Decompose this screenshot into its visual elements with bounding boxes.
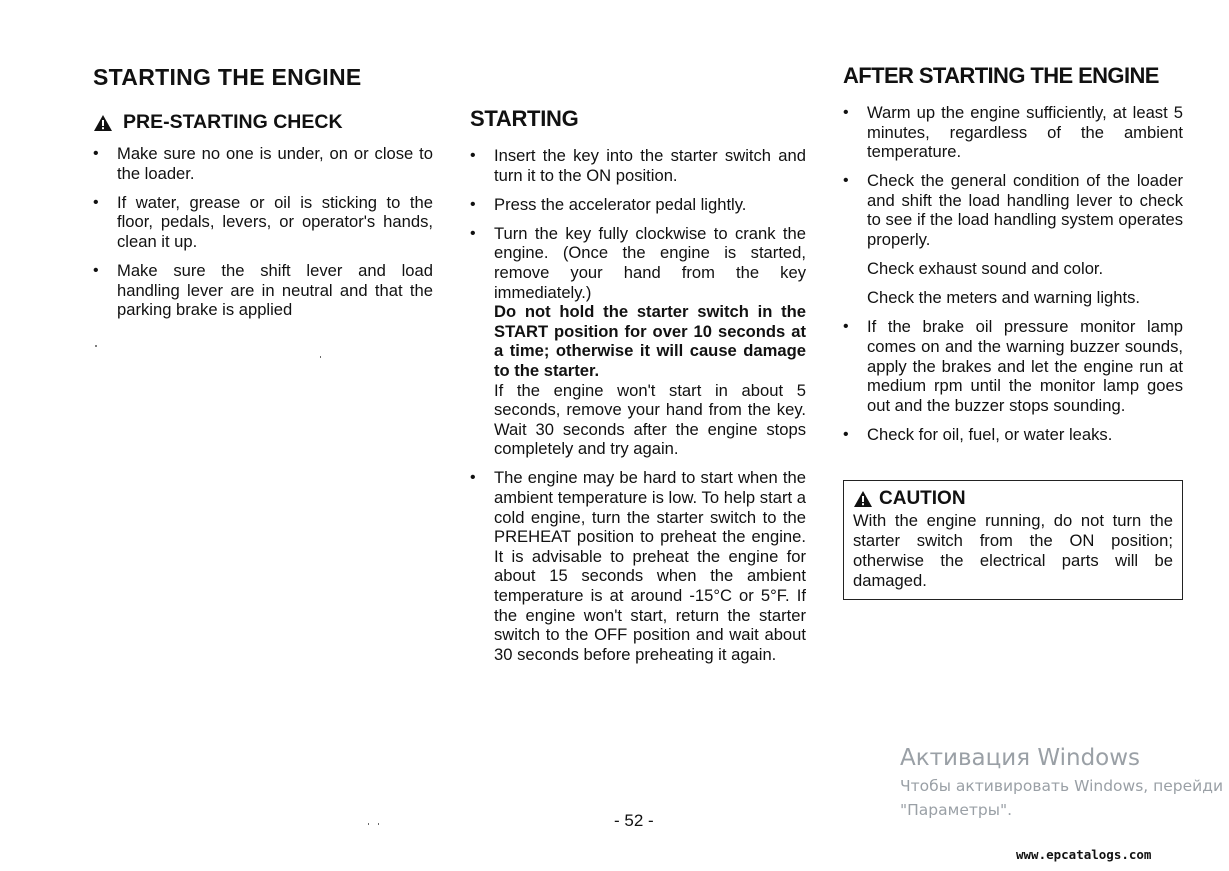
scan-speck <box>95 345 97 347</box>
warning-triangle-icon <box>853 490 873 508</box>
after-starting-heading: AFTER STARTING THE ENGINE <box>843 63 1159 88</box>
watermark-title: Активация Windows <box>900 745 1141 771</box>
column-starting <box>470 106 806 674</box>
list-item: • The engine may be hard to start when the ambient temperature is low. To help start a cold engine, turn the starter switch to the PREHEAT position to preheat the engine. It is advisable to preheat the engine for about 15 seconds when the ambient temperature is at around -15°C or 5°F. If the engine won't start, return the starter switch to the OFF position and wait about 30 seconds before preheating it again. <box>470 468 806 664</box>
watermark-line-2: "Параметры". <box>900 801 1013 819</box>
warning-triangle-icon <box>93 114 113 132</box>
site-url: www.epcatalogs.com <box>1016 847 1152 862</box>
pre-check-list <box>93 144 433 320</box>
starting-list <box>470 146 806 664</box>
list-item: • Insert the key into the starter switch and turn it to the ON position. <box>470 146 806 185</box>
page-number: - 52 - <box>614 811 654 830</box>
list-item: • Warm up the engine sufficiently, at least 5 minutes, regardless of the ambient temperature. <box>843 103 1183 162</box>
exhaust-check-text: Check exhaust sound and color. <box>867 259 1104 279</box>
list-item: • Make sure the shift lever and load handling lever are in neutral and that the parking brake is applied <box>93 261 433 320</box>
meters-check-text: Check the meters and warning lights. <box>867 288 1141 308</box>
scan-speck <box>320 356 321 358</box>
starter-warning: Do not hold the starter switch in the START position for over 10 seconds at a time; otherwise it will cause damage to the starter. <box>494 302 806 380</box>
pre-starting-check-title: PRE-STARTING CHECK <box>123 111 343 133</box>
watermark-line-1: Чтобы активировать Windows, перейди <box>900 777 1224 795</box>
crank-instruction: • Turn the key fully clockwise to crank the engine. (Once the engine is started, remove your hand from the key immediately.) <box>494 223 806 302</box>
windows-activation-watermark <box>900 745 1223 819</box>
scan-speck <box>378 823 379 825</box>
list-item: • If the brake oil pressure monitor lamp comes on and the warning buzzer sounds, apply the brakes and let the engine run at medium rpm until the monitor lamp goes out and the buzzer stops sounding. <box>843 317 1183 415</box>
starting-heading: STARTING <box>470 106 579 131</box>
list-item: • Check the general condition of the loader and shift the load handling lever to check to see if the load handling system operates properly. <box>843 171 1183 249</box>
pre-starting-check-heading <box>93 111 433 134</box>
caution-box <box>843 480 1183 600</box>
page-title: STARTING THE ENGINE <box>93 64 362 90</box>
column-starting-the-engine <box>93 64 433 329</box>
list-item: • Press the accelerator pedal lightly. <box>470 195 806 215</box>
list-item: • Check for oil, fuel, or water leaks. <box>843 425 1183 445</box>
list-item <box>470 224 806 459</box>
caution-title: CAUTION <box>879 488 966 510</box>
column-after-starting <box>843 63 1183 600</box>
list-item: • Make sure no one is under, on or close to the loader. <box>93 144 433 183</box>
caution-heading <box>853 489 1173 509</box>
retry-instruction: If the engine won't start in about 5 seconds, remove your hand from the key. Wait 30 seconds after the engine stops completely and try again. <box>494 380 806 459</box>
caution-text: With the engine running, do not turn the starter switch from the ON position; otherwise the electrical parts will be damaged. <box>853 511 1173 591</box>
scan-speck <box>368 823 369 825</box>
list-item: • If water, grease or oil is sticking to the floor, pedals, levers, or operator's hands, clean it up. <box>93 193 433 252</box>
after-starting-list <box>843 103 1183 250</box>
after-starting-list-continued <box>843 317 1183 444</box>
